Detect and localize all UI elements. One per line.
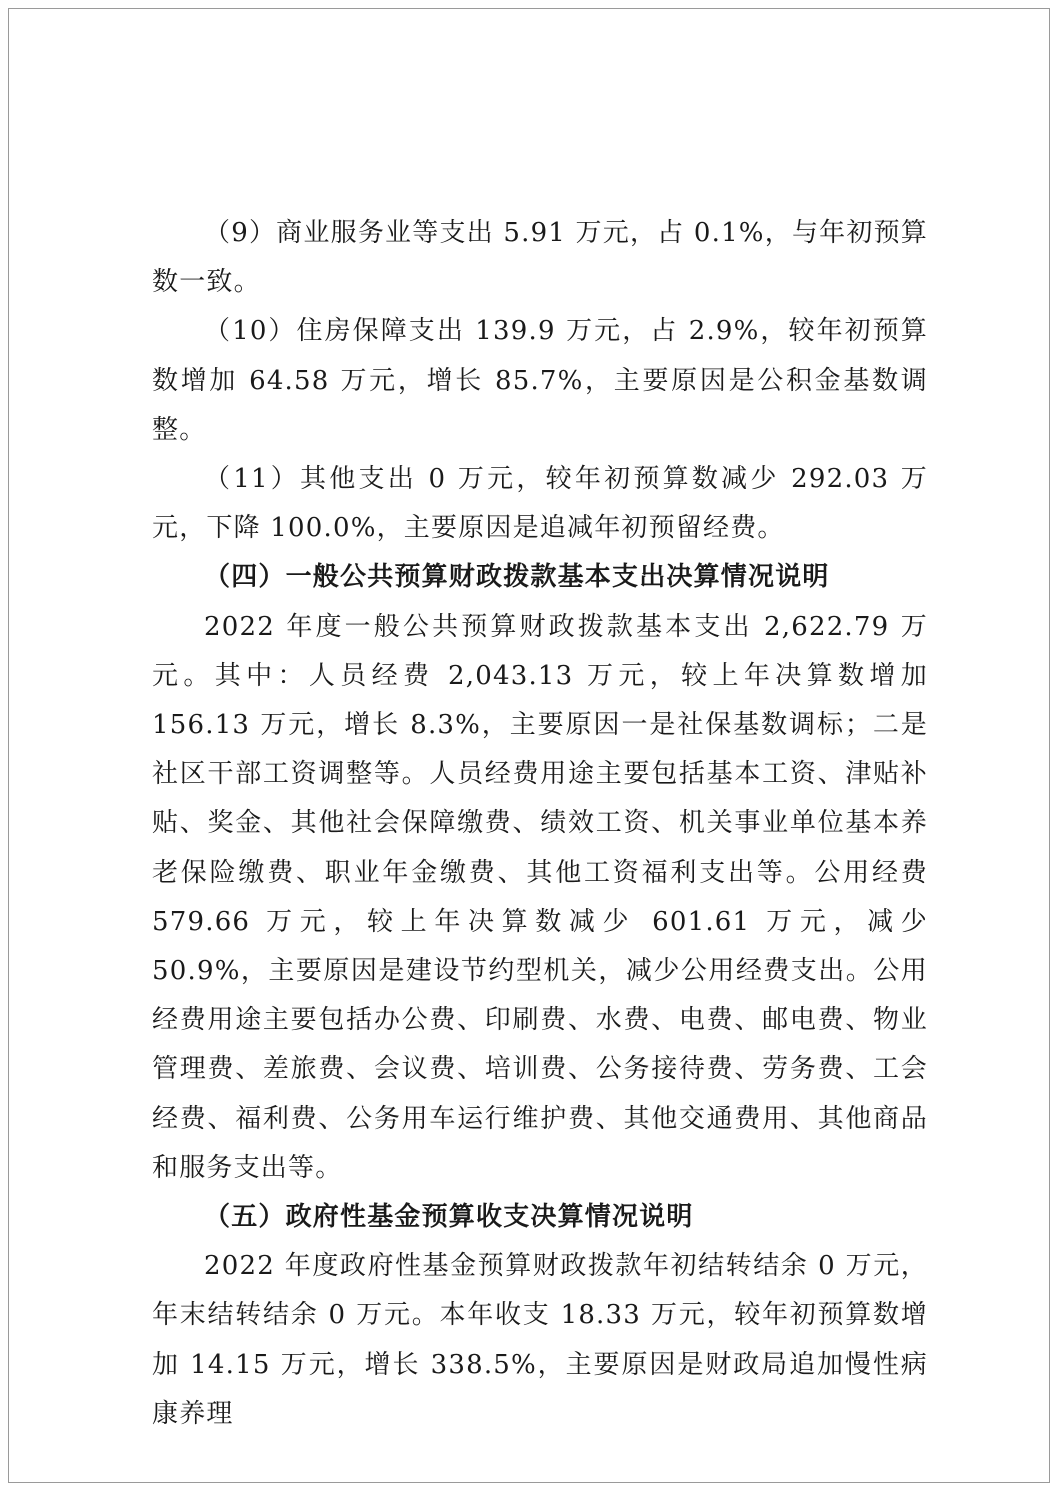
paragraph-basic-expenditure: 2022 年度一般公共预算财政拨款基本支出 2,622.79 万元。其中：人员经费 2,043.13 万元，较上年决算数增加 156.13 万元，增长 8.3%，主要原因一是社保基数调标；二是社区干部工资调整等。人员经费用途主要包括基本工资、津贴补贴、奖金、其他社会保障缴费、绩效工资、机关事业单位基本养老保险缴费、职业年金缴费、其他工资福利支出等。公用经费 579.66 万元，较上年决算数减少 601.61 万元，减少 50.9%，主要原因是建设节约型机关，减少公用经费支出。公用经费用途主要包括办公费、印刷费、水费、电费、邮电费、物业管理费、差旅费、会议费、培训费、公务接待费、劳务费、工会经费、福利费、公务用车运行维护费、其他交通费用、其他商品和服务支出等。 (152, 611, 928, 1183)
section-heading-5: （五）政府性基金预算收支决算情况说明 (204, 1202, 694, 1233)
paragraph-item-10-housing: （10）住房保障支出 139.9 万元，占 2.9%，较年初预算数增加 64.58 万元，增长 85.7%，主要原因是公积金基数调整。 (152, 316, 928, 445)
paragraph-government-fund: 2022 年度政府性基金预算财政拨款年初结转结余 0 万元，年末结转结余 0 万元。本年收支 18.33 万元，较年初预算数增加 14.15 万元，增长 338.5%，主要原因是财政局追加慢性病康养理 (152, 1251, 928, 1429)
section-heading-4: （四）一般公共预算财政拨款基本支出决算情况说明 (204, 562, 830, 593)
paragraph-item-9-commercial-services: （9）商业服务业等支出 5.91 万元，占 0.1%，与年初预算数一致。 (152, 218, 928, 298)
document-body (152, 209, 928, 1439)
paragraph-item-11-other: （11）其他支出 0 万元，较年初预算数减少 292.03 万元，下降 100.0%，主要原因是追减年初预留经费。 (152, 464, 928, 544)
document-page (8, 8, 1050, 1483)
